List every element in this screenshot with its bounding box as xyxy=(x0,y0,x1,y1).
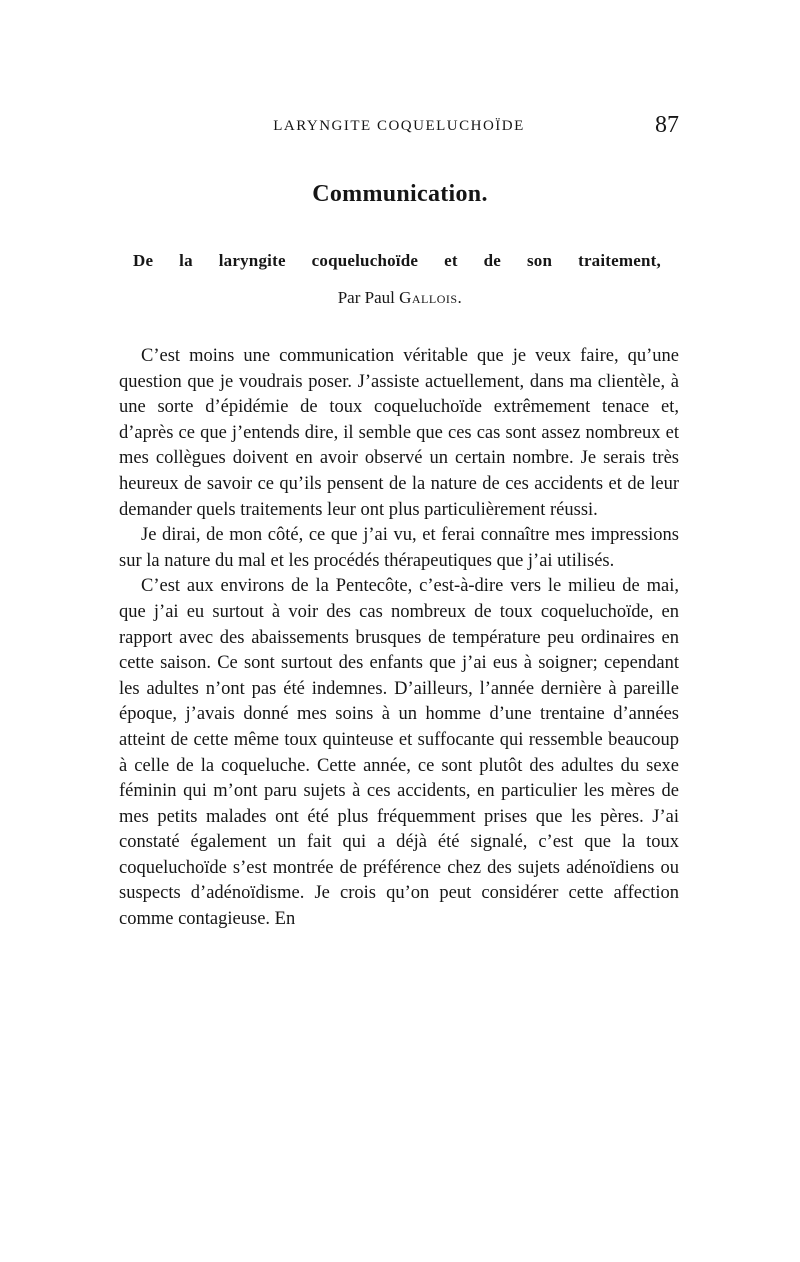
paragraph: C’est aux environs de la Pentecôte, c’est-à-dire vers le milieu de mai, que j’ai eu surtout à voir des cas nombreux de toux coqueluchoïde, en rapport avec des abaissements brusques de température peu ordinaires en cette saison. Ce sont surtout des enfants que j’ai eus à soigner; cependant les adultes n’ont pas été indemnes. D’ailleurs, l’année dernière à pareille époque, j’avais donné mes soins à un homme d’une trentaine d’années atteint de cette même toux quinteuse et suffocante qui ressemble beaucoup à celle de la coqueluche. Cette année, ce sont plutôt des adultes du sexe féminin qui m’ont paru sujets à ces accidents, en particulier les mères de mes petits malades ont été plus fréquemment prises que les pères. J’ai constaté également un fait qui a déjà été signalé, c’est que la toux coqueluchoïde s’est montrée de préférence chez des sujets adénoïdiens ou suspects d’adénoïdisme. Je crois qu’on peut considérer cette affection comme contagieuse. En xyxy=(119,576,679,930)
page-number: 87 xyxy=(655,112,679,138)
article-title: De la laryngite coqueluchoïde et de son traitement, xyxy=(133,251,661,270)
byline-author: Gallois. xyxy=(399,288,463,307)
paragraph: Je dirai, de mon côté, ce que j’ai vu, et ferai connaître mes impressions sur la nature du mal et les procédés thérapeutiques que j’ai utilisés. xyxy=(119,525,679,571)
paragraph: C’est moins une communication véritable que je veux faire, qu’une question que je voudrais poser. J’assiste actuellement, dans ma clientèle, à une sorte d’épidémie de toux coqueluchoïde extrêmement tenace et, d’après ce que j’entends dire, il semble que ces cas sont assez nombreux et mes collègues doivent en avoir observé un certain nombre. Je serais très heureux de savoir ce qu’ils pensent de la nature de ces accidents et de leur demander quels traitements leur ont plus particulièrement réussi. xyxy=(119,346,679,520)
section-title: Communication. xyxy=(312,181,488,207)
byline-prefix: Par Paul xyxy=(337,288,395,307)
running-title: LARYNGITE COQUELUCHOÏDE xyxy=(273,118,525,134)
running-head xyxy=(119,112,679,142)
byline xyxy=(0,288,800,308)
body-text xyxy=(119,344,679,933)
